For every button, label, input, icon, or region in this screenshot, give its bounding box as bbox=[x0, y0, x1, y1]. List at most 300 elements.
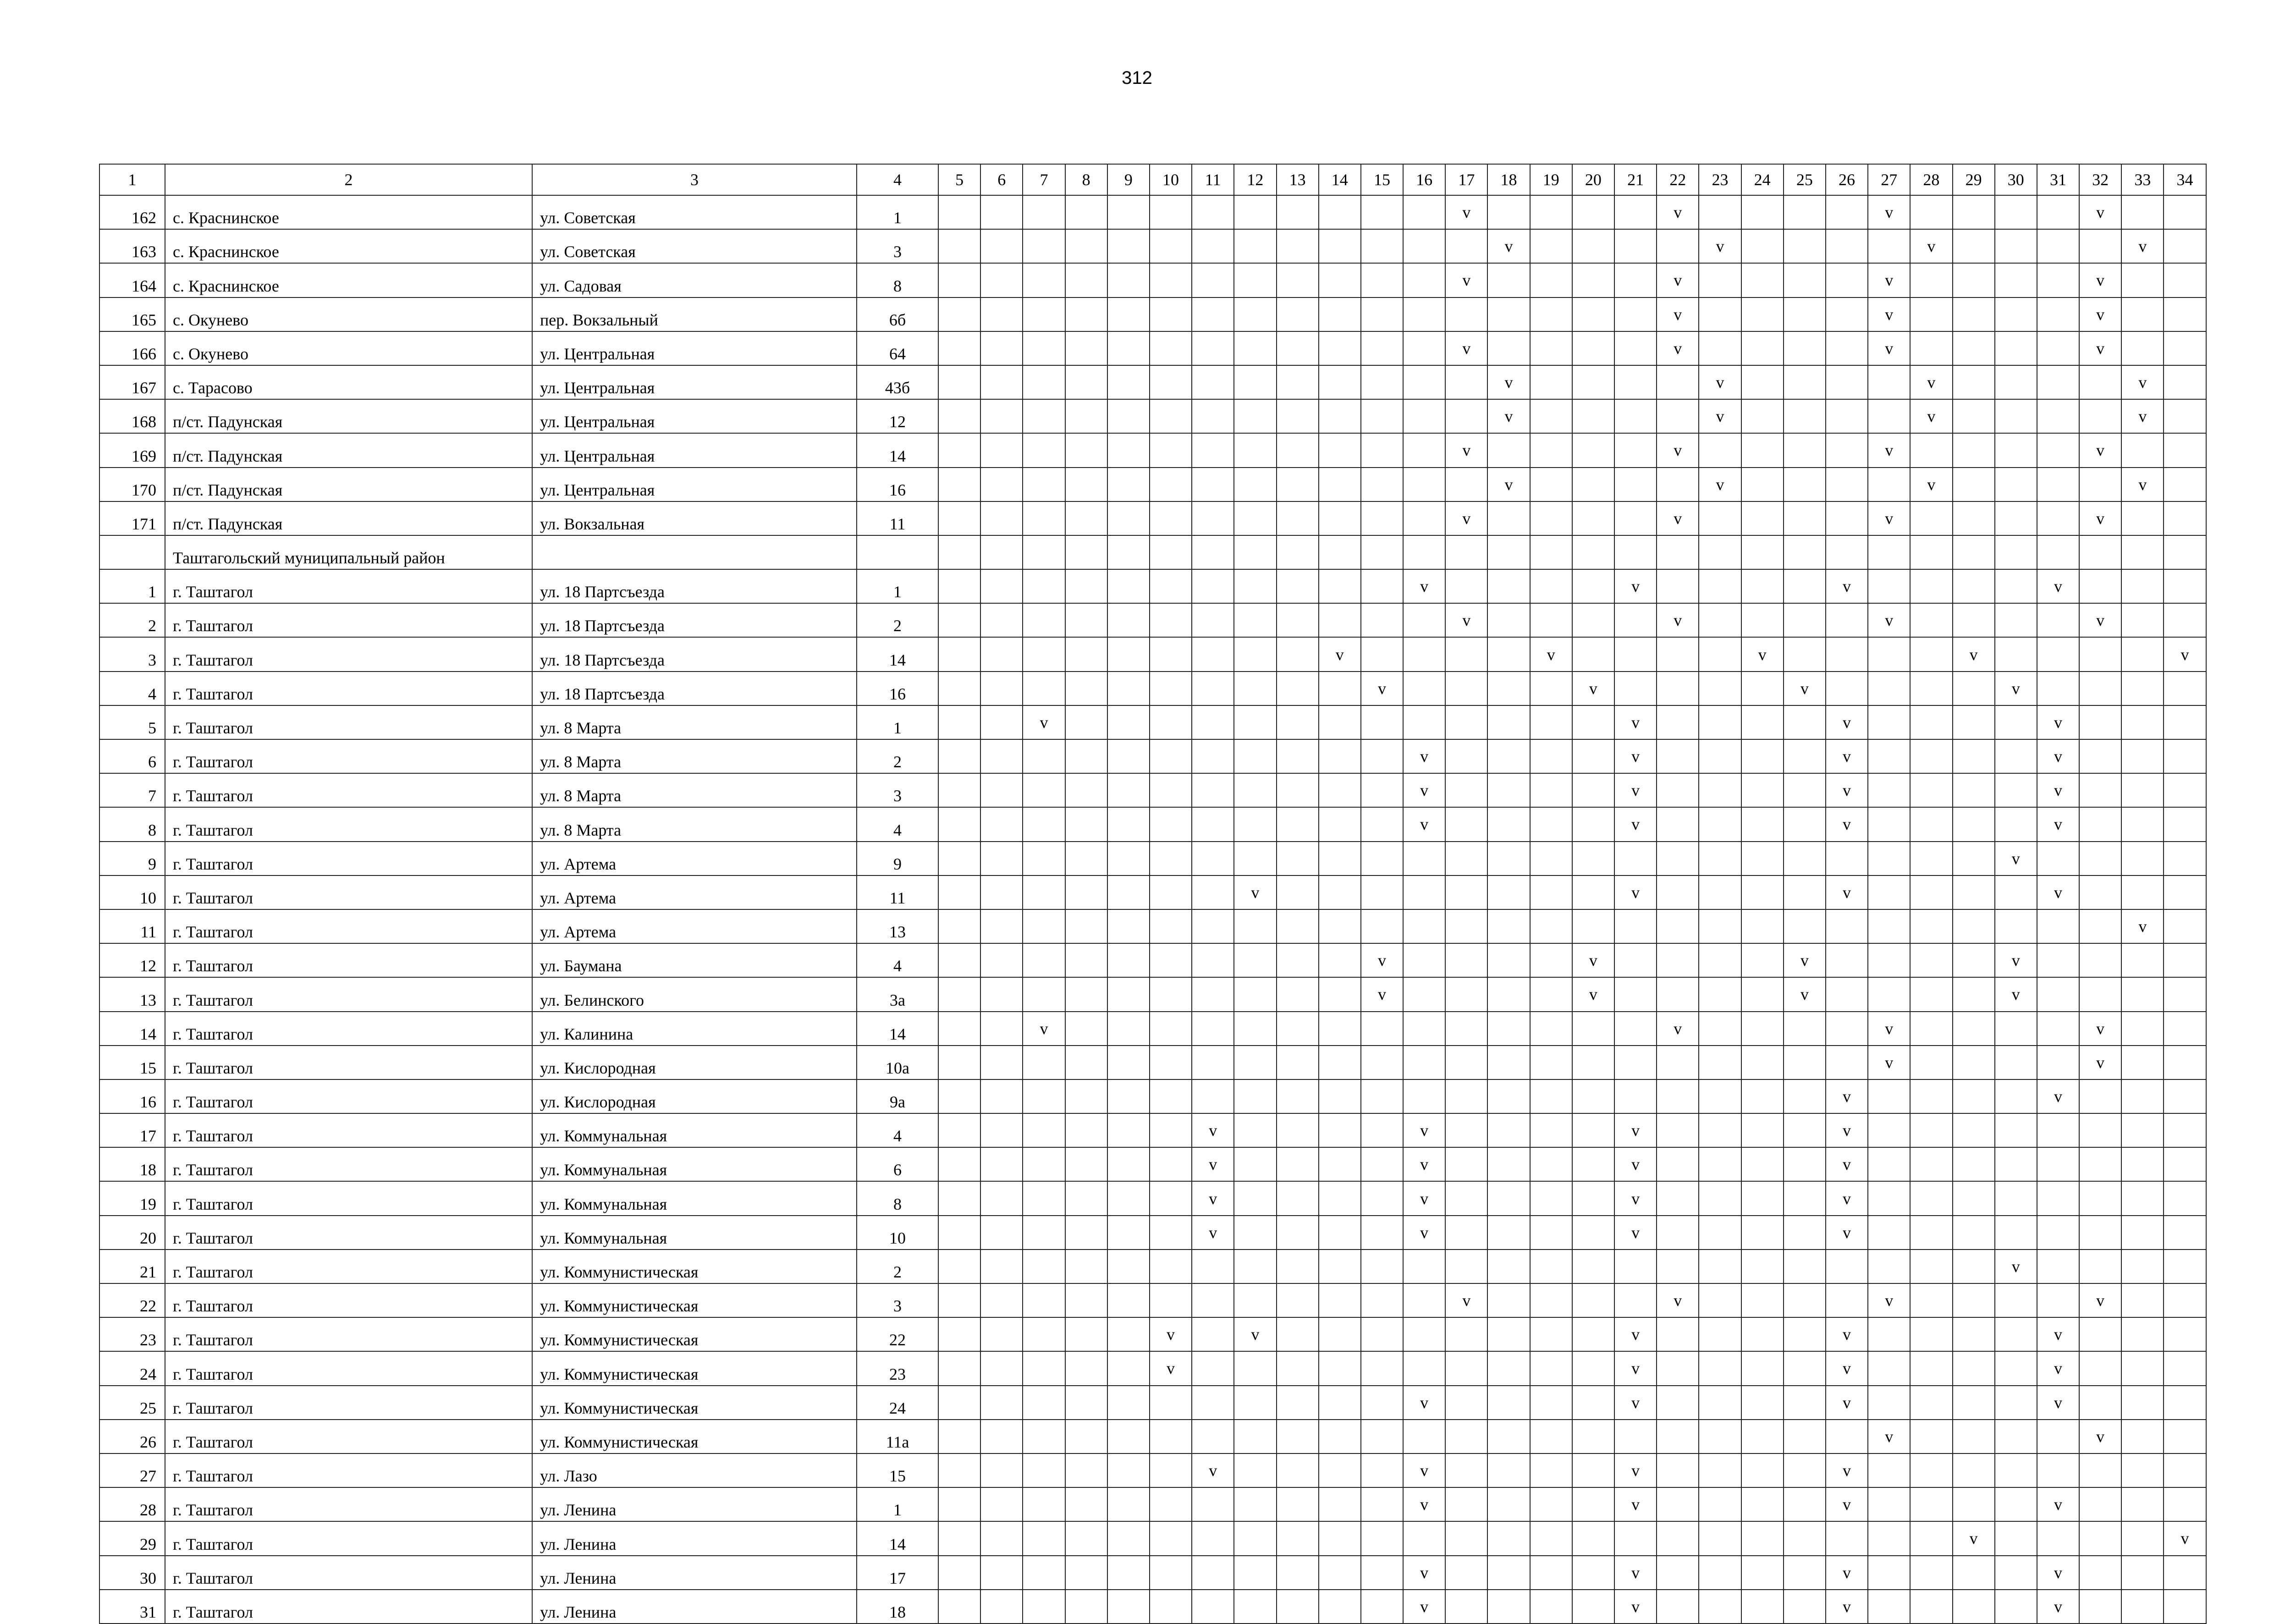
table-cell bbox=[1277, 977, 1319, 1011]
table-cell bbox=[1234, 1487, 1276, 1521]
table-cell bbox=[1234, 909, 1276, 943]
table-cell bbox=[1572, 331, 1614, 365]
table-cell bbox=[1868, 365, 1910, 399]
table-cell bbox=[1741, 1317, 1784, 1351]
table-cell bbox=[1445, 569, 1487, 603]
table-cell bbox=[1826, 1012, 1868, 1046]
table-cell bbox=[1614, 365, 1657, 399]
table-cell bbox=[1150, 229, 1192, 263]
table-cell bbox=[1995, 1453, 2037, 1487]
house-number-cell: 14 bbox=[857, 1521, 938, 1555]
table-cell bbox=[1403, 263, 1445, 297]
table-cell bbox=[1361, 1079, 1403, 1113]
table-cell bbox=[1910, 1453, 1952, 1487]
table-cell bbox=[1784, 705, 1826, 739]
table-cell bbox=[1361, 1216, 1403, 1250]
table-cell bbox=[1530, 365, 1572, 399]
table-cell bbox=[1487, 603, 1530, 637]
table-cell bbox=[1023, 399, 1065, 433]
table-cell bbox=[1023, 1556, 1065, 1590]
table-cell bbox=[1361, 365, 1403, 399]
table-cell bbox=[1445, 637, 1487, 671]
table-row bbox=[99, 1079, 2206, 1113]
row-number: 167 bbox=[99, 365, 165, 399]
table-cell bbox=[938, 1079, 980, 1113]
table-cell bbox=[1445, 1046, 1487, 1079]
settlement-cell: г. Таштагол bbox=[165, 1386, 532, 1420]
table-cell bbox=[938, 977, 980, 1011]
table-cell bbox=[1741, 195, 1784, 229]
table-cell bbox=[1614, 603, 1657, 637]
table-cell bbox=[1530, 943, 1572, 977]
check-mark: v bbox=[1868, 501, 1910, 535]
table-cell bbox=[1784, 229, 1826, 263]
settlement-cell: п/ст. Падунская bbox=[165, 399, 532, 433]
table-cell bbox=[1445, 1453, 1487, 1487]
table-cell bbox=[1107, 1351, 1150, 1385]
table-cell bbox=[1910, 1590, 1952, 1624]
table-cell bbox=[1192, 1590, 1234, 1624]
table-cell bbox=[1361, 1012, 1403, 1046]
table-cell bbox=[1699, 842, 1741, 875]
table-cell bbox=[1572, 433, 1614, 467]
table-cell bbox=[1234, 229, 1276, 263]
table-cell bbox=[1445, 1216, 1487, 1250]
table-cell bbox=[1319, 1046, 1361, 1079]
street-cell: ул. Белинского bbox=[532, 977, 857, 1011]
table-cell bbox=[2079, 909, 2121, 943]
table-cell bbox=[2121, 739, 2164, 773]
table-cell bbox=[1741, 909, 1784, 943]
column-header: 15 bbox=[1361, 164, 1403, 195]
table-cell bbox=[1826, 433, 1868, 467]
table-cell bbox=[1403, 399, 1445, 433]
settlement-cell: г. Таштагол bbox=[165, 1216, 532, 1250]
table-cell bbox=[1699, 263, 1741, 297]
table-cell bbox=[1657, 1453, 1699, 1487]
table-cell bbox=[938, 1317, 980, 1351]
table-cell bbox=[1868, 773, 1910, 807]
table-cell bbox=[2164, 501, 2206, 535]
table-row bbox=[99, 1420, 2206, 1453]
table-cell bbox=[1065, 468, 1107, 501]
table-cell bbox=[1953, 569, 1995, 603]
table-cell bbox=[2079, 399, 2121, 433]
table-cell bbox=[1910, 807, 1952, 841]
street-cell: ул. Коммунистическая bbox=[532, 1283, 857, 1317]
table-cell bbox=[1234, 773, 1276, 807]
table-cell bbox=[980, 1351, 1023, 1385]
table-cell bbox=[1868, 468, 1910, 501]
table-cell bbox=[1023, 331, 1065, 365]
table-cell bbox=[938, 909, 980, 943]
table-cell bbox=[1699, 433, 1741, 467]
table-cell bbox=[1995, 229, 2037, 263]
table-row bbox=[99, 501, 2206, 535]
table-cell bbox=[1445, 1317, 1487, 1351]
table-cell bbox=[1487, 637, 1530, 671]
table-cell bbox=[1530, 1420, 1572, 1453]
table-cell bbox=[1107, 875, 1150, 909]
table-cell bbox=[1826, 943, 1868, 977]
table-cell bbox=[1995, 1420, 2037, 1453]
table-cell bbox=[1023, 773, 1065, 807]
settlement-cell: г. Таштагол bbox=[165, 1181, 532, 1215]
table-cell bbox=[1361, 1181, 1403, 1215]
table-cell bbox=[1572, 1521, 1614, 1555]
street-cell: ул. 18 Партсъезда bbox=[532, 637, 857, 671]
table-cell bbox=[1741, 1453, 1784, 1487]
street-cell: ул. Баумана bbox=[532, 943, 857, 977]
house-number-cell: 6б bbox=[857, 297, 938, 331]
table-cell bbox=[1319, 195, 1361, 229]
table-cell bbox=[1784, 773, 1826, 807]
check-mark: v bbox=[1868, 1283, 1910, 1317]
table-cell bbox=[1572, 637, 1614, 671]
table-cell bbox=[1403, 1079, 1445, 1113]
table-cell bbox=[1530, 229, 1572, 263]
table-cell bbox=[1953, 705, 1995, 739]
table-row bbox=[99, 1351, 2206, 1385]
column-header: 29 bbox=[1953, 164, 1995, 195]
table-cell bbox=[1403, 1046, 1445, 1079]
table-cell bbox=[1826, 195, 1868, 229]
table-cell bbox=[1361, 1420, 1403, 1453]
table-cell bbox=[1995, 807, 2037, 841]
table-cell bbox=[1361, 297, 1403, 331]
table-cell bbox=[1530, 297, 1572, 331]
table-cell bbox=[938, 637, 980, 671]
table-cell bbox=[1572, 501, 1614, 535]
table-cell bbox=[1657, 569, 1699, 603]
check-mark: v bbox=[1192, 1147, 1234, 1181]
table-cell bbox=[1910, 501, 1952, 535]
settlement-cell: г. Таштагол bbox=[165, 1590, 532, 1624]
table-cell bbox=[1953, 909, 1995, 943]
table-cell bbox=[1277, 1590, 1319, 1624]
check-mark: v bbox=[2037, 1590, 2079, 1624]
settlement-cell: г. Таштагол bbox=[165, 1351, 532, 1385]
table-cell bbox=[1487, 1283, 1530, 1317]
row-number: 27 bbox=[99, 1453, 165, 1487]
table-cell bbox=[1319, 1181, 1361, 1215]
table-cell bbox=[1361, 331, 1403, 365]
check-mark: v bbox=[1910, 399, 1952, 433]
header-row bbox=[99, 164, 2206, 195]
street-cell: пер. Вокзальный bbox=[532, 297, 857, 331]
table-cell bbox=[1910, 1147, 1952, 1181]
row-number: 8 bbox=[99, 807, 165, 841]
table-cell bbox=[1192, 1079, 1234, 1113]
table-cell bbox=[1277, 672, 1319, 705]
table-row bbox=[99, 739, 2206, 773]
table-cell bbox=[1995, 705, 2037, 739]
table-cell bbox=[1023, 229, 1065, 263]
check-mark: v bbox=[1319, 637, 1361, 671]
table-cell bbox=[2079, 672, 2121, 705]
table-cell bbox=[1023, 1046, 1065, 1079]
table-cell bbox=[1614, 1420, 1657, 1453]
table-cell bbox=[938, 1556, 980, 1590]
column-header: 19 bbox=[1530, 164, 1572, 195]
table-cell bbox=[1150, 1147, 1192, 1181]
table-cell bbox=[1910, 1420, 1952, 1453]
table-cell bbox=[938, 739, 980, 773]
table-cell bbox=[1319, 1216, 1361, 1250]
table-cell bbox=[1023, 943, 1065, 977]
check-mark: v bbox=[1403, 1590, 1445, 1624]
table-cell bbox=[1107, 807, 1150, 841]
column-header: 32 bbox=[2079, 164, 2121, 195]
table-cell bbox=[1234, 1420, 1276, 1453]
table-cell bbox=[1150, 1590, 1192, 1624]
table-cell bbox=[1741, 1283, 1784, 1317]
table-cell bbox=[1065, 842, 1107, 875]
table-cell bbox=[1572, 705, 1614, 739]
table-cell bbox=[1319, 569, 1361, 603]
table-cell bbox=[1910, 977, 1952, 1011]
row-number: 23 bbox=[99, 1317, 165, 1351]
table-cell bbox=[938, 773, 980, 807]
table-cell bbox=[1784, 399, 1826, 433]
table-cell bbox=[2164, 842, 2206, 875]
table-cell bbox=[1319, 229, 1361, 263]
table-cell bbox=[2037, 1420, 2079, 1453]
check-mark: v bbox=[2079, 1283, 2121, 1317]
table-cell bbox=[1657, 1147, 1699, 1181]
table-cell bbox=[1995, 1487, 2037, 1521]
table-cell bbox=[1065, 705, 1107, 739]
check-mark: v bbox=[1657, 603, 1699, 637]
table-cell bbox=[1192, 909, 1234, 943]
table-cell bbox=[1150, 468, 1192, 501]
table-cell bbox=[1487, 1590, 1530, 1624]
table-cell bbox=[1107, 1420, 1150, 1453]
table-cell bbox=[1868, 1181, 1910, 1215]
table-cell bbox=[938, 569, 980, 603]
house-number-cell: 4 bbox=[857, 807, 938, 841]
street-cell: ул. Артема bbox=[532, 842, 857, 875]
table-cell bbox=[1910, 875, 1952, 909]
table-cell bbox=[1234, 297, 1276, 331]
table-cell bbox=[2164, 1046, 2206, 1079]
check-mark: v bbox=[2079, 263, 2121, 297]
table-cell bbox=[1784, 1113, 1826, 1147]
table-cell bbox=[1784, 1079, 1826, 1113]
table-cell bbox=[1403, 705, 1445, 739]
house-number-cell: 4 bbox=[857, 1113, 938, 1147]
section-row bbox=[99, 535, 2206, 569]
house-number-cell: 43б bbox=[857, 365, 938, 399]
table-cell bbox=[1953, 1046, 1995, 1079]
check-mark: v bbox=[1826, 1147, 1868, 1181]
table-cell bbox=[1445, 1556, 1487, 1590]
table-cell bbox=[1319, 739, 1361, 773]
table-cell bbox=[980, 1453, 1023, 1487]
table-cell bbox=[1065, 1453, 1107, 1487]
table-cell bbox=[1277, 1420, 1319, 1453]
check-mark: v bbox=[1868, 331, 1910, 365]
table-cell bbox=[2121, 603, 2164, 637]
table-cell bbox=[1319, 433, 1361, 467]
table-cell bbox=[1699, 1521, 1741, 1555]
row-number: 168 bbox=[99, 399, 165, 433]
table-cell bbox=[1361, 1487, 1403, 1521]
table-cell bbox=[2121, 943, 2164, 977]
table-cell bbox=[1657, 1079, 1699, 1113]
table-cell bbox=[1868, 637, 1910, 671]
check-mark: v bbox=[2079, 1046, 2121, 1079]
column-header: 27 bbox=[1868, 164, 1910, 195]
table-cell bbox=[1023, 501, 1065, 535]
settlement-cell: г. Таштагол bbox=[165, 739, 532, 773]
check-mark: v bbox=[1995, 943, 2037, 977]
table-cell bbox=[1234, 569, 1276, 603]
table-cell bbox=[1699, 1487, 1741, 1521]
column-header: 24 bbox=[1741, 164, 1784, 195]
table-cell bbox=[1234, 399, 1276, 433]
table-cell bbox=[980, 977, 1023, 1011]
table-cell bbox=[1234, 1351, 1276, 1385]
table-cell bbox=[1107, 909, 1150, 943]
table-cell bbox=[1487, 1216, 1530, 1250]
table-cell bbox=[1065, 1386, 1107, 1420]
house-number-cell: 13 bbox=[857, 909, 938, 943]
table-cell bbox=[1234, 1046, 1276, 1079]
table-cell bbox=[1910, 331, 1952, 365]
table-cell bbox=[1487, 1521, 1530, 1555]
table-cell bbox=[1910, 1283, 1952, 1317]
table-cell bbox=[1277, 1113, 1319, 1147]
check-mark: v bbox=[1403, 1556, 1445, 1590]
table-cell bbox=[938, 1181, 980, 1215]
check-mark: v bbox=[1868, 1012, 1910, 1046]
table-cell bbox=[1995, 603, 2037, 637]
table-cell bbox=[1319, 535, 1361, 569]
table-cell bbox=[1953, 468, 1995, 501]
table-cell bbox=[1192, 263, 1234, 297]
table-cell bbox=[980, 1046, 1023, 1079]
table-cell bbox=[1699, 569, 1741, 603]
table-cell bbox=[1910, 1487, 1952, 1521]
table-cell bbox=[1150, 399, 1192, 433]
table-cell bbox=[1826, 637, 1868, 671]
table-cell bbox=[2121, 1420, 2164, 1453]
table-cell bbox=[1784, 875, 1826, 909]
table-cell bbox=[1995, 399, 2037, 433]
table-cell bbox=[1953, 331, 1995, 365]
table-cell bbox=[1361, 433, 1403, 467]
table-cell bbox=[1361, 229, 1403, 263]
table-cell bbox=[1150, 739, 1192, 773]
table-cell bbox=[1023, 739, 1065, 773]
table-cell bbox=[1192, 331, 1234, 365]
check-mark: v bbox=[1826, 739, 1868, 773]
street-cell: ул. Советская bbox=[532, 195, 857, 229]
table-cell bbox=[1741, 672, 1784, 705]
table-cell bbox=[1277, 468, 1319, 501]
table-cell bbox=[938, 1386, 980, 1420]
table-cell bbox=[1530, 1283, 1572, 1317]
check-mark: v bbox=[1361, 977, 1403, 1011]
table-cell bbox=[1107, 297, 1150, 331]
table-cell bbox=[1530, 1250, 1572, 1283]
table-cell bbox=[2079, 535, 2121, 569]
table-cell bbox=[1953, 1113, 1995, 1147]
table-cell bbox=[1826, 468, 1868, 501]
table-cell bbox=[1614, 1012, 1657, 1046]
table-row bbox=[99, 943, 2206, 977]
table-cell bbox=[2164, 1351, 2206, 1385]
table-cell bbox=[1150, 297, 1192, 331]
table-cell bbox=[1741, 977, 1784, 1011]
street-cell: ул. Ленина bbox=[532, 1556, 857, 1590]
house-number-cell: 2 bbox=[857, 1250, 938, 1283]
table-cell bbox=[1150, 1453, 1192, 1487]
house-number-cell: 3 bbox=[857, 773, 938, 807]
table-cell bbox=[2164, 331, 2206, 365]
table-cell bbox=[980, 1283, 1023, 1317]
table-cell bbox=[1150, 705, 1192, 739]
table-cell bbox=[1530, 399, 1572, 433]
table-cell bbox=[2164, 1012, 2206, 1046]
table-cell bbox=[1150, 1283, 1192, 1317]
check-mark: v bbox=[1530, 637, 1572, 671]
table-cell bbox=[938, 943, 980, 977]
table-cell bbox=[1784, 1216, 1826, 1250]
street-cell: ул. Ленина bbox=[532, 1521, 857, 1555]
table-cell bbox=[938, 1046, 980, 1079]
page-number: 312 bbox=[1122, 68, 1152, 88]
check-mark: v bbox=[2037, 1556, 2079, 1590]
table-cell bbox=[1023, 263, 1065, 297]
table-cell bbox=[1192, 875, 1234, 909]
table-cell bbox=[2121, 1487, 2164, 1521]
table-cell bbox=[1107, 229, 1150, 263]
table-cell bbox=[1150, 977, 1192, 1011]
table-cell bbox=[1361, 773, 1403, 807]
table-cell bbox=[2121, 1216, 2164, 1250]
table-cell bbox=[980, 603, 1023, 637]
settlement-cell: г. Таштагол bbox=[165, 909, 532, 943]
row-number: 13 bbox=[99, 977, 165, 1011]
table-cell bbox=[2037, 1012, 2079, 1046]
column-header: 17 bbox=[1445, 164, 1487, 195]
table-cell bbox=[1741, 1147, 1784, 1181]
table-cell bbox=[1868, 1317, 1910, 1351]
street-cell: ул. Кислородная bbox=[532, 1079, 857, 1113]
settlement-cell: с. Краснинское bbox=[165, 263, 532, 297]
table-cell bbox=[1910, 1046, 1952, 1079]
table-cell bbox=[980, 433, 1023, 467]
table-cell bbox=[1657, 1487, 1699, 1521]
table-cell bbox=[1192, 1386, 1234, 1420]
table-cell bbox=[1530, 501, 1572, 535]
table-cell bbox=[2121, 1317, 2164, 1351]
table-cell bbox=[1065, 1216, 1107, 1250]
settlement-cell: г. Таштагол bbox=[165, 1317, 532, 1351]
table-cell bbox=[980, 195, 1023, 229]
check-mark: v bbox=[1614, 773, 1657, 807]
table-cell bbox=[1065, 1283, 1107, 1317]
table-cell bbox=[1107, 433, 1150, 467]
table-cell bbox=[2121, 1351, 2164, 1385]
table-cell bbox=[1826, 1250, 1868, 1283]
table-cell bbox=[1487, 977, 1530, 1011]
table-cell bbox=[1234, 263, 1276, 297]
column-header: 28 bbox=[1910, 164, 1952, 195]
table-cell bbox=[1868, 1216, 1910, 1250]
